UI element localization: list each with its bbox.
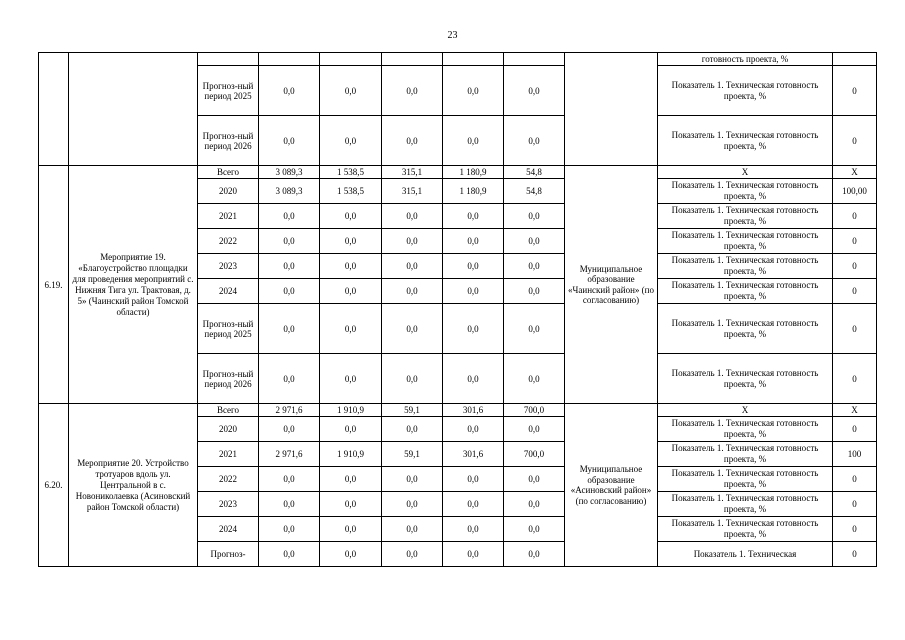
value-cell: 1 538,5 [320, 166, 382, 179]
value-cell: 0,0 [320, 229, 382, 254]
empty-cell [198, 53, 259, 66]
value-cell: 0,0 [504, 517, 565, 542]
value-cell: 0,0 [320, 354, 382, 404]
table-row [39, 404, 877, 417]
period-cell: Прогноз- [198, 542, 259, 567]
value-cell: 0,0 [259, 229, 320, 254]
value-cell: 0,0 [443, 254, 504, 279]
target-cell: 0 [833, 354, 877, 404]
target-cell: 0 [833, 417, 877, 442]
value-cell: 0,0 [382, 204, 443, 229]
indicator-cell: Показатель 1. Техническая готовность проекта, % [658, 492, 833, 517]
indicator-cell: Показатель 1. Техническая готовность проекта, % [658, 279, 833, 304]
period-cell: 2023 [198, 492, 259, 517]
measure-name: Мероприятие 20. Устройство тротуаров вдоль ул. Центральной в с. Новониколаевка (Асиновский район Томской области) [69, 404, 198, 567]
indicator-cell: Показатель 1. Техническая готовность проекта, % [658, 354, 833, 404]
value-cell: 1 180,9 [443, 166, 504, 179]
target-cell: 0 [833, 304, 877, 354]
target-cell: 0 [833, 467, 877, 492]
value-cell: 0,0 [382, 517, 443, 542]
empty-cell [382, 53, 443, 66]
value-cell: 0,0 [259, 467, 320, 492]
value-cell: 0,0 [443, 304, 504, 354]
value-cell: 0,0 [320, 492, 382, 517]
indicator-cell: Показатель 1. Техническая готовность проекта, % [658, 517, 833, 542]
period-cell: Всего [198, 166, 259, 179]
value-cell: 0,0 [320, 542, 382, 567]
empty-cell [320, 53, 382, 66]
value-cell: 2 971,6 [259, 404, 320, 417]
value-cell: 0,0 [382, 542, 443, 567]
value-cell: 0,0 [259, 492, 320, 517]
value-cell: 0,0 [443, 517, 504, 542]
value-cell: 0,0 [504, 417, 565, 442]
period-cell: Прогноз-ный период 2026 [198, 354, 259, 404]
value-cell: 315,1 [382, 166, 443, 179]
value-cell: 0,0 [259, 354, 320, 404]
value-cell: 0,0 [443, 417, 504, 442]
value-cell: 3 089,3 [259, 166, 320, 179]
table-row [39, 166, 877, 179]
value-cell: 700,0 [504, 404, 565, 417]
period-cell: 2024 [198, 517, 259, 542]
value-cell: 3 089,3 [259, 179, 320, 204]
target-cell: 0 [833, 116, 877, 166]
value-cell: 0,0 [259, 517, 320, 542]
empty-cell [504, 53, 565, 66]
measure-number: 6.19. [39, 166, 69, 404]
value-cell: 1 180,9 [443, 179, 504, 204]
period-cell: 2021 [198, 442, 259, 467]
value-cell: 54,8 [504, 179, 565, 204]
target-cell: 0 [833, 66, 877, 116]
value-cell: 1 910,9 [320, 442, 382, 467]
indicator-cell: Х [658, 166, 833, 179]
value-cell: 0,0 [382, 66, 443, 116]
table-row [39, 53, 877, 66]
target-cell: 0 [833, 517, 877, 542]
value-cell: 0,0 [443, 204, 504, 229]
indicator-cell: Показатель 1. Техническая готовность проекта, % [658, 229, 833, 254]
period-cell: Прогноз-ный период 2026 [198, 116, 259, 166]
value-cell: 0,0 [382, 417, 443, 442]
value-cell: 0,0 [504, 229, 565, 254]
target-cell: 0 [833, 492, 877, 517]
value-cell: 301,6 [443, 404, 504, 417]
measure-number-cell [39, 53, 69, 166]
period-cell: 2024 [198, 279, 259, 304]
executor-cell: Муниципальное образование «Чаинский район» (по согласованию) [565, 166, 658, 404]
value-cell: 0,0 [320, 204, 382, 229]
target-cell: 0 [833, 229, 877, 254]
value-cell: 1 538,5 [320, 179, 382, 204]
value-cell: 0,0 [443, 492, 504, 517]
value-cell: 54,8 [504, 166, 565, 179]
target-cell: Х [833, 166, 877, 179]
value-cell: 0,0 [504, 354, 565, 404]
indicator-cell: Х [658, 404, 833, 417]
value-cell: 0,0 [382, 304, 443, 354]
indicator-cell: Показатель 1. Техническая готовность проекта, % [658, 66, 833, 116]
value-cell: 0,0 [259, 116, 320, 166]
target-cell: 0 [833, 204, 877, 229]
period-cell: Всего [198, 404, 259, 417]
value-cell: 0,0 [504, 116, 565, 166]
value-cell: 0,0 [443, 467, 504, 492]
value-cell: 0,0 [320, 254, 382, 279]
indicator-cell: Показатель 1. Техническая готовность проекта, % [658, 179, 833, 204]
value-cell: 0,0 [320, 279, 382, 304]
target-cell: 100 [833, 442, 877, 467]
page-number: 23 [447, 30, 458, 41]
value-cell: 0,0 [259, 304, 320, 354]
value-cell: 0,0 [259, 204, 320, 229]
period-cell: 2020 [198, 417, 259, 442]
value-cell: 0,0 [443, 542, 504, 567]
period-cell: 2022 [198, 467, 259, 492]
value-cell: 0,0 [382, 492, 443, 517]
measure-name-cell [69, 53, 198, 166]
indicator-cell: Показатель 1. Техническая готовность проекта, % [658, 417, 833, 442]
value-cell: 0,0 [259, 254, 320, 279]
program-table [38, 52, 877, 567]
value-cell: 0,0 [320, 304, 382, 354]
table-body [39, 53, 877, 567]
period-cell: 2023 [198, 254, 259, 279]
empty-cell [443, 53, 504, 66]
value-cell: 0,0 [382, 116, 443, 166]
value-cell: 0,0 [259, 542, 320, 567]
value-cell: 0,0 [320, 467, 382, 492]
target-cell: 0 [833, 542, 877, 567]
value-cell: 0,0 [443, 354, 504, 404]
value-cell: 0,0 [382, 229, 443, 254]
value-cell: 0,0 [504, 467, 565, 492]
value-cell: 0,0 [504, 304, 565, 354]
value-cell: 0,0 [443, 66, 504, 116]
indicator-cell: готовность проекта, % [658, 53, 833, 66]
indicator-cell: Показатель 1. Техническая готовность проекта, % [658, 116, 833, 166]
period-cell: 2020 [198, 179, 259, 204]
value-cell: 59,1 [382, 404, 443, 417]
value-cell: 0,0 [320, 417, 382, 442]
period-cell: Прогноз-ный период 2025 [198, 304, 259, 354]
value-cell: 0,0 [320, 116, 382, 166]
measure-name: Мероприятие 19. «Благоустройство площадки для проведения мероприятий с. Нижняя Тига ул. Трактовая, д. 5» (Чаинский район Томской области) [69, 166, 198, 404]
value-cell: 0,0 [320, 517, 382, 542]
value-cell: 700,0 [504, 442, 565, 467]
value-cell: 301,6 [443, 442, 504, 467]
value-cell: 0,0 [443, 116, 504, 166]
empty-cell [259, 53, 320, 66]
period-cell: Прогноз-ный период 2025 [198, 66, 259, 116]
indicator-cell: Показатель 1. Техническая [658, 542, 833, 567]
value-cell: 0,0 [504, 66, 565, 116]
executor-cell: Муниципальное образование «Асиновский район» (по согласованию) [565, 404, 658, 567]
indicator-cell: Показатель 1. Техническая готовность проекта, % [658, 442, 833, 467]
executor-cell [565, 53, 658, 166]
indicator-cell: Показатель 1. Техническая готовность проекта, % [658, 304, 833, 354]
value-cell: 0,0 [259, 66, 320, 116]
target-cell [833, 53, 877, 66]
value-cell: 0,0 [382, 467, 443, 492]
value-cell: 1 910,9 [320, 404, 382, 417]
period-cell: 2021 [198, 204, 259, 229]
indicator-cell: Показатель 1. Техническая готовность проекта, % [658, 254, 833, 279]
value-cell: 59,1 [382, 442, 443, 467]
value-cell: 0,0 [504, 254, 565, 279]
target-cell: 100,00 [833, 179, 877, 204]
value-cell: 0,0 [320, 66, 382, 116]
value-cell: 0,0 [259, 279, 320, 304]
value-cell: 0,0 [259, 417, 320, 442]
value-cell: 2 971,6 [259, 442, 320, 467]
value-cell: 0,0 [382, 279, 443, 304]
value-cell: 0,0 [443, 229, 504, 254]
value-cell: 0,0 [382, 354, 443, 404]
period-cell: 2022 [198, 229, 259, 254]
indicator-cell: Показатель 1. Техническая готовность проекта, % [658, 204, 833, 229]
value-cell: 0,0 [504, 492, 565, 517]
target-cell: 0 [833, 254, 877, 279]
value-cell: 0,0 [504, 279, 565, 304]
value-cell: 0,0 [504, 542, 565, 567]
value-cell: 315,1 [382, 179, 443, 204]
value-cell: 0,0 [382, 254, 443, 279]
measure-number: 6.20. [39, 404, 69, 567]
value-cell: 0,0 [443, 279, 504, 304]
target-cell: Х [833, 404, 877, 417]
indicator-cell: Показатель 1. Техническая готовность проекта, % [658, 467, 833, 492]
target-cell: 0 [833, 279, 877, 304]
value-cell: 0,0 [504, 204, 565, 229]
